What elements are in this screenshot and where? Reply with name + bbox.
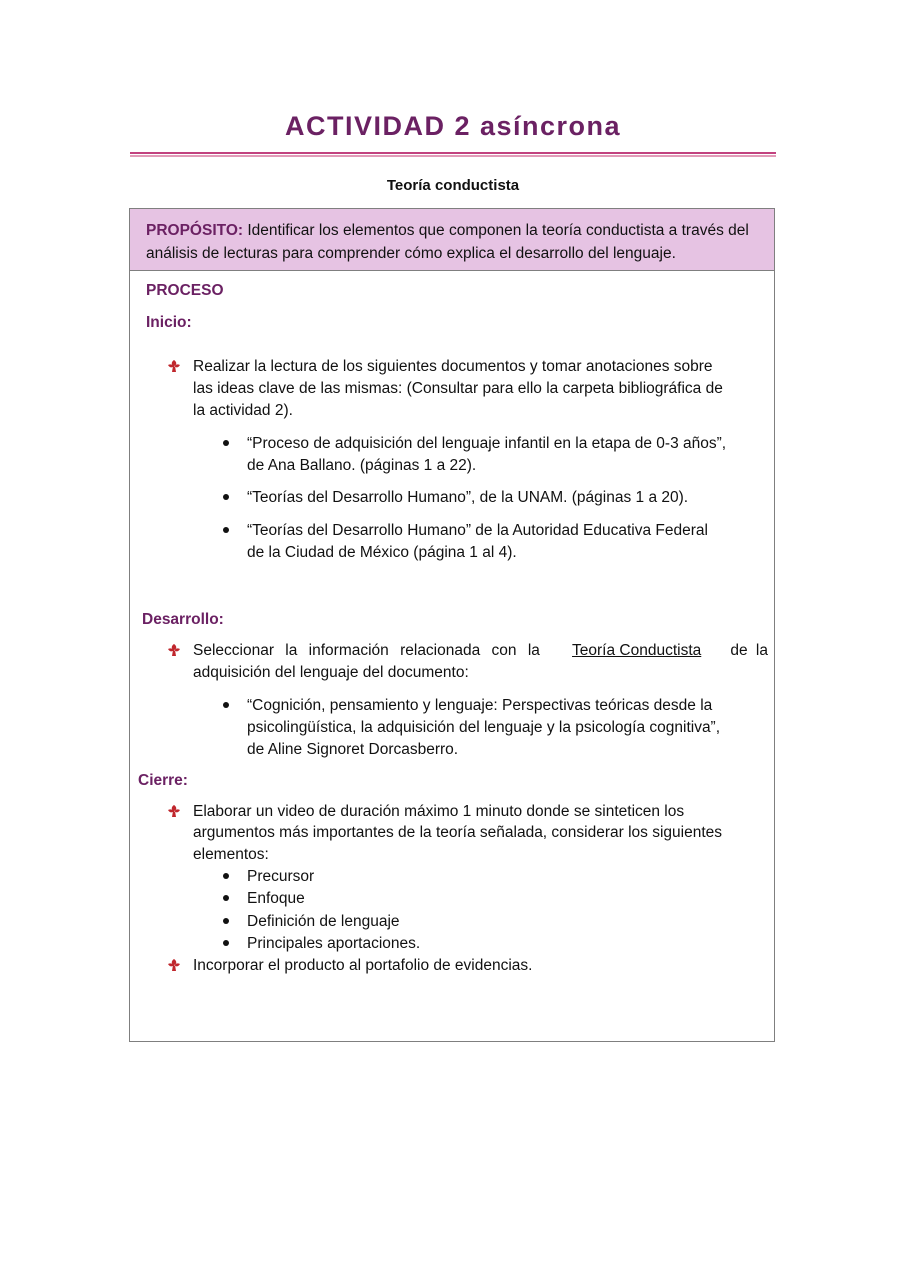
black-dot-bullet-icon — [223, 918, 229, 924]
cierre-task-line-3: elementos: — [193, 846, 269, 863]
teoria-conductista-link: Teoría Conductista — [572, 642, 702, 659]
cierre-heading: Cierre: — [138, 772, 188, 789]
inicio-doc-2-line-1: “Teorías del Desarrollo Humano”, de la UNAM. (páginas 1 a 20). — [247, 489, 689, 506]
desarrollo-heading: Desarrollo: — [142, 611, 224, 628]
inicio-doc-3-line-1: “Teorías del Desarrollo Humano” de la Autoridad Educativa Federal — [247, 522, 708, 539]
black-dot-bullet-icon — [223, 873, 229, 879]
cierre-element-item: Precursor — [247, 868, 315, 885]
inicio-task-line-1: Realizar la lectura de los siguientes documentos y tomar anotaciones sobre — [193, 358, 713, 375]
black-dot-bullet-icon — [223, 494, 229, 500]
black-dot-bullet-icon — [223, 527, 229, 533]
inicio-doc-1-line-2: de Ana Ballano. (páginas 1 a 22). — [247, 457, 477, 474]
red-flourish-bullet-icon — [167, 359, 181, 373]
purpose-label: PROPÓSITO: — [146, 222, 244, 239]
desarrollo-task-text-post: de la — [722, 642, 768, 659]
black-dot-bullet-icon — [223, 940, 229, 946]
title-divider — [130, 152, 776, 157]
inicio-heading: Inicio: — [146, 314, 192, 331]
red-flourish-bullet-icon — [167, 958, 181, 972]
process-heading: PROCESO — [146, 282, 224, 299]
desarrollo-task-line-2: adquisición del lenguaje del documento: — [193, 664, 469, 681]
cierre-task-line-2: argumentos más importantes de la teoría señalada, considerar los siguientes — [193, 824, 723, 841]
desarrollo-task-text-pre: Seleccionar la información relacionada con la — [193, 642, 552, 659]
inicio-doc-1-line-1: “Proceso de adquisición del lenguaje infantil en la etapa de 0-3 años”, — [247, 435, 727, 452]
inicio-task-line-3: la actividad 2). — [193, 402, 293, 419]
cierre-element-item: Definición de lenguaje — [247, 913, 400, 930]
inicio-doc-3-line-2: de la Ciudad de México (página 1 al 4). — [247, 544, 517, 561]
cierre-final-task: Incorporar el producto al portafolio de evidencias. — [193, 957, 533, 974]
page-title: ACTIVIDAD 2 asíncrona — [284, 111, 622, 141]
inicio-task-line-2: las ideas clave de las mismas: (Consultar para ello la carpeta bibliográfica de — [193, 380, 723, 397]
activity-box — [129, 208, 775, 1042]
cierre-element-item: Enfoque — [247, 890, 305, 907]
cierre-element-item: Principales aportaciones. — [247, 935, 421, 952]
purpose-section — [130, 209, 774, 271]
page-subtitle: Teoría conductista — [386, 177, 520, 194]
desarrollo-doc-line-2: psicolingüística, la adquisición del lenguaje y la psicología cognitiva”, — [247, 719, 721, 736]
red-flourish-bullet-icon — [167, 643, 181, 657]
desarrollo-task-line-1 — [193, 640, 768, 662]
black-dot-bullet-icon — [223, 440, 229, 446]
desarrollo-doc-line-3: de Aline Signoret Dorcasberro. — [247, 741, 459, 758]
cierre-task-line-1: Elaborar un video de duración máximo 1 minuto donde se sinteticen los — [193, 803, 685, 820]
black-dot-bullet-icon — [223, 895, 229, 901]
purpose-text: Identificar los elementos que componen la teoría conductista a través del análisis de lecturas para comprender cómo explica el desarrollo del lenguaje. — [146, 222, 749, 262]
desarrollo-doc-line-1: “Cognición, pensamiento y lenguaje: Perspectivas teóricas desde la — [247, 697, 713, 714]
red-flourish-bullet-icon — [167, 804, 181, 818]
black-dot-bullet-icon — [223, 702, 229, 708]
